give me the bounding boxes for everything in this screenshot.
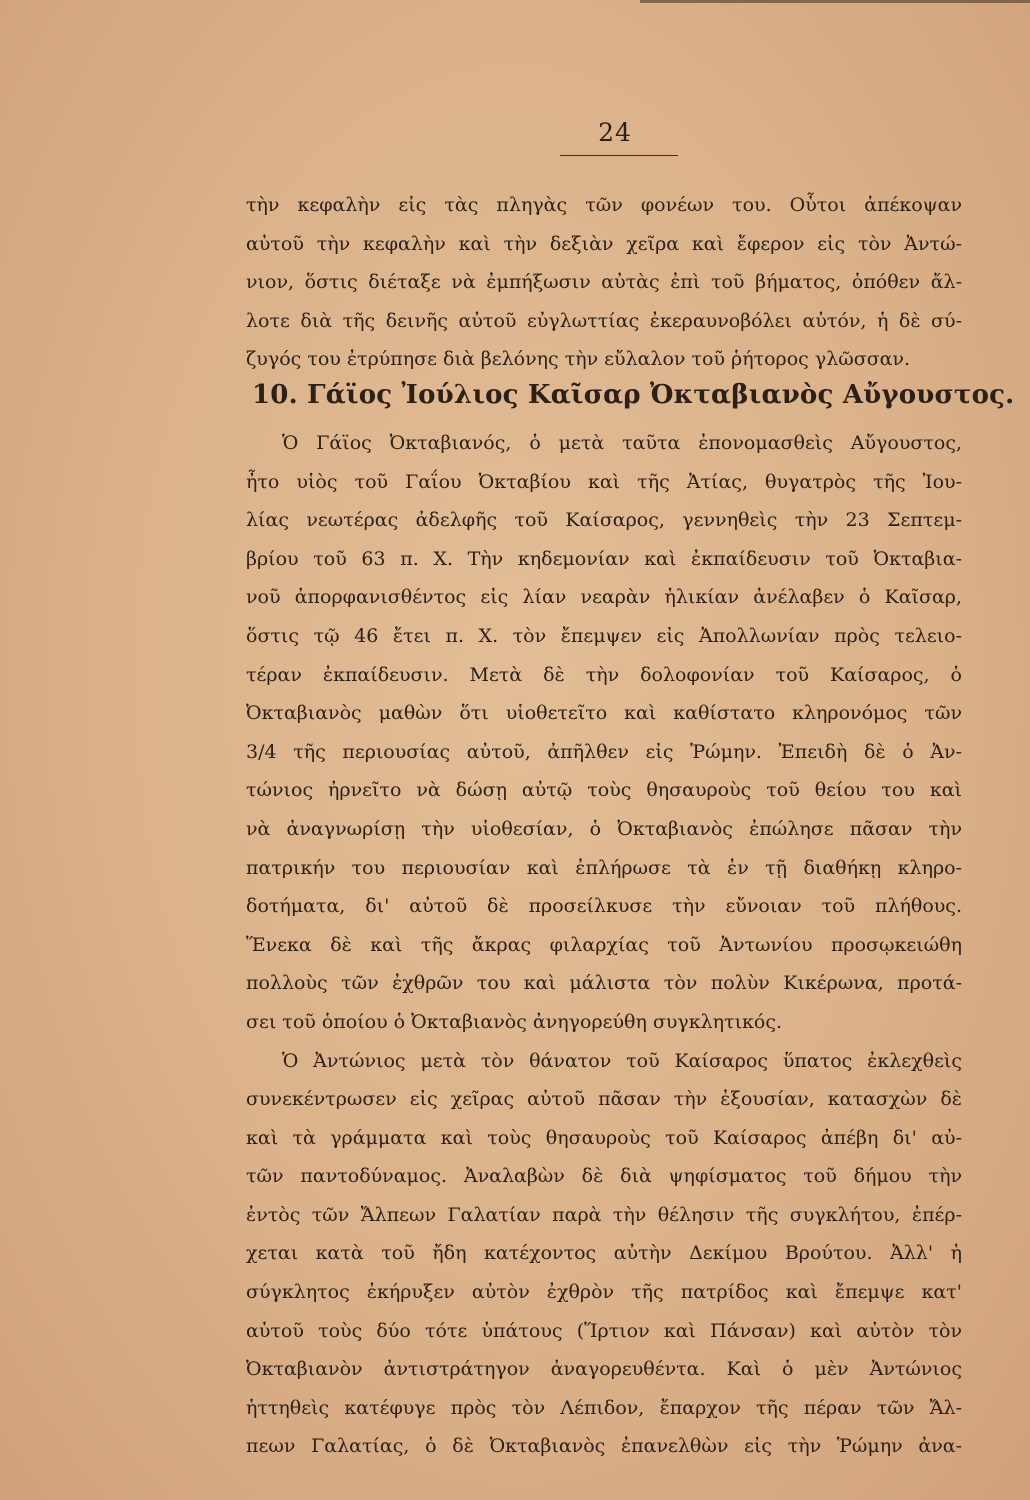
text-line: τώνιος ἠρνεῖτο νὰ δώσῃ αὐτῷ τοὺς θησαυροὺς τοῦ θείου του καὶ [246, 779, 962, 802]
text-line: Ὀκταβιανὸς μαθὼν ὅτι υἱοθετεῖτο καὶ καθίστατο κληρονόμος τῶν [246, 702, 962, 725]
text-line: λίας νεωτέρας ἀδελφῆς τοῦ Καίσαρος, γεννηθεὶς τὴν 23 Σεπτεμ- [246, 509, 962, 532]
text-line: νιον, ὅστις διέταξε νὰ ἐμπήξωσιν αὐτὰς ἐπὶ τοῦ βήματος, ὁπόθεν ἄλ- [246, 271, 962, 294]
text-line: πολλοὺς τῶν ἐχθρῶν του καὶ μάλιστα τὸν πολὺν Κικέρωνα, προτά- [246, 972, 962, 995]
page-number-rule [560, 155, 678, 156]
text-line: αὐτοῦ τοὺς δύο τότε ὑπάτους (Ἵρτιον καὶ Πάνσαν) καὶ αὐτὸν τὸν [246, 1319, 962, 1342]
text-line: τὴν κεφαλὴν εἰς τὰς πληγὰς τῶν φονέων του. Οὗτοι ἀπέκοψαν [246, 194, 962, 216]
text-line: συνεκέντρωσεν εἰς χεῖρας αὐτοῦ πᾶσαν τὴν ἐξουσίαν, κατασχὼν δὲ [246, 1088, 962, 1111]
text-line: ἦτο υἱὸς τοῦ Γαΐου Ὀκταβίου καὶ τῆς Ἀτίας, θυγατρὸς τῆς Ἰου- [246, 470, 962, 493]
text-line: σύγκλητος ἐκήρυξεν αὐτὸν ἐχθρὸν τῆς πατρίδος καὶ ἔπεμψε κατ' [246, 1281, 962, 1304]
text-line: λοτε διὰ τῆς δεινῆς αὐτοῦ εὐγλωττίας ἐκεραυνοβόλει αὐτόν, ἡ δὲ σύ- [246, 309, 962, 332]
text-line: πατρικήν του περιουσίαν καὶ ἐπλήρωσε τὰ ἐν τῇ διαθήκῃ κληρο- [246, 856, 962, 879]
text-line: 3/4 τῆς περιουσίας αὐτοῦ, ἀπῆλθεν εἰς Ῥώμην. Ἐπειδὴ δὲ ὁ Ἀν- [246, 740, 962, 763]
text-line: βρίου τοῦ 63 π. Χ. Τὴν κηδεμονίαν καὶ ἐκπαίδευσιν τοῦ Ὀκταβια- [246, 547, 962, 570]
text-line: αὐτοῦ τὴν κεφαλὴν καὶ τὴν δεξιὰν χεῖρα καὶ ἔφερον εἰς τὸν Ἀντώ- [246, 232, 962, 255]
text-line: ἡττηθεὶς κατέφυγε πρὸς τὸν Λέπιδον, ἔπαρχον τῆς πέραν τῶν Ἄλ- [246, 1396, 962, 1419]
text-line: τῶν παντοδύναμος. Ἀναλαβὼν δὲ διὰ ψηφίσματος τοῦ δήμου τὴν [246, 1165, 962, 1188]
text-line: Ὁ Γάϊος Ὀκταβιανός, ὁ μετὰ ταῦτα ἐπονομασθεὶς Αὔγουστος, [282, 432, 962, 454]
text-line: Ὀκταβιανὸν ἀντιστράτηγον ἀναγορευθέντα. Καὶ ὁ μὲν Ἀντώνιος [246, 1358, 962, 1381]
page-number: 24 [598, 118, 632, 147]
section-heading: 10. Γάϊος Ἰούλιος Καῖσαρ Ὀκταβιανὸς Αὔγουστος. [252, 380, 1015, 410]
top-edge-rule [640, 0, 1030, 3]
text-line: τέραν ἐκπαίδευσιν. Μετὰ δὲ τὴν δολοφονίαν τοῦ Καίσαρος, ὁ [246, 663, 962, 686]
text-line: καὶ τὰ γράμματα καὶ τοὺς θησαυροὺς τοῦ Καίσαρος ἀπέβη δι' αὐ- [246, 1126, 962, 1149]
text-line: πεων Γαλατίας, ὁ δὲ Ὀκταβιανὸς ἐπανελθὼν εἰς τὴν Ῥώμην ἀνα- [246, 1435, 962, 1458]
text-line: Ὁ Ἀντώνιος μετὰ τὸν θάνατον τοῦ Καίσαρος ὕπατος ἐκλεχθεὶς [282, 1049, 962, 1072]
text-line: σει τοῦ ὁποίου ὁ Ὀκταβιανὸς ἀνηγορεύθη συγκλητικός. [246, 1010, 783, 1033]
text-line: νοῦ ἀπορφανισθέντος εἰς λίαν νεαρὰν ἡλικίαν ἀνέλαβεν ὁ Καῖσαρ, [246, 586, 962, 609]
text-line: ἐντὸς τῶν Ἄλπεων Γαλατίαν παρὰ τὴν θέλησιν τῆς συγκλήτου, ἐπέρ- [246, 1203, 962, 1226]
text-line: ζυγός του ἐτρύπησε διὰ βελόνης τὴν εὔλαλον τοῦ ῥήτορος γλῶσσαν. [246, 348, 911, 371]
text-line: χεται κατὰ τοῦ ἤδη κατέχοντος αὐτὴν Δεκίμου Βρούτου. Ἀλλ' ἡ [246, 1242, 962, 1265]
text-line: νὰ ἀναγνωρίσῃ τὴν υἱοθεσίαν, ὁ Ὀκταβιανὸς ἐπώλησε πᾶσαν τὴν [246, 817, 962, 840]
text-line: ὅστις τῷ 46 ἔτει π. Χ. τὸν ἔπεμψεν εἰς Ἀπολλωνίαν πρὸς τελειο- [246, 624, 962, 647]
paragraph-continuation [246, 186, 962, 379]
text-line: δοτήματα, δι' αὐτοῦ δὲ προσείλκυσε τὴν εὔνοιαν τοῦ πλήθους. [246, 895, 962, 918]
section-body [246, 424, 962, 1466]
text-line: Ἕνεκα δὲ καὶ τῆς ἄκρας φιλαρχίας τοῦ Ἀντωνίου προσῳκειώθη [246, 933, 962, 956]
